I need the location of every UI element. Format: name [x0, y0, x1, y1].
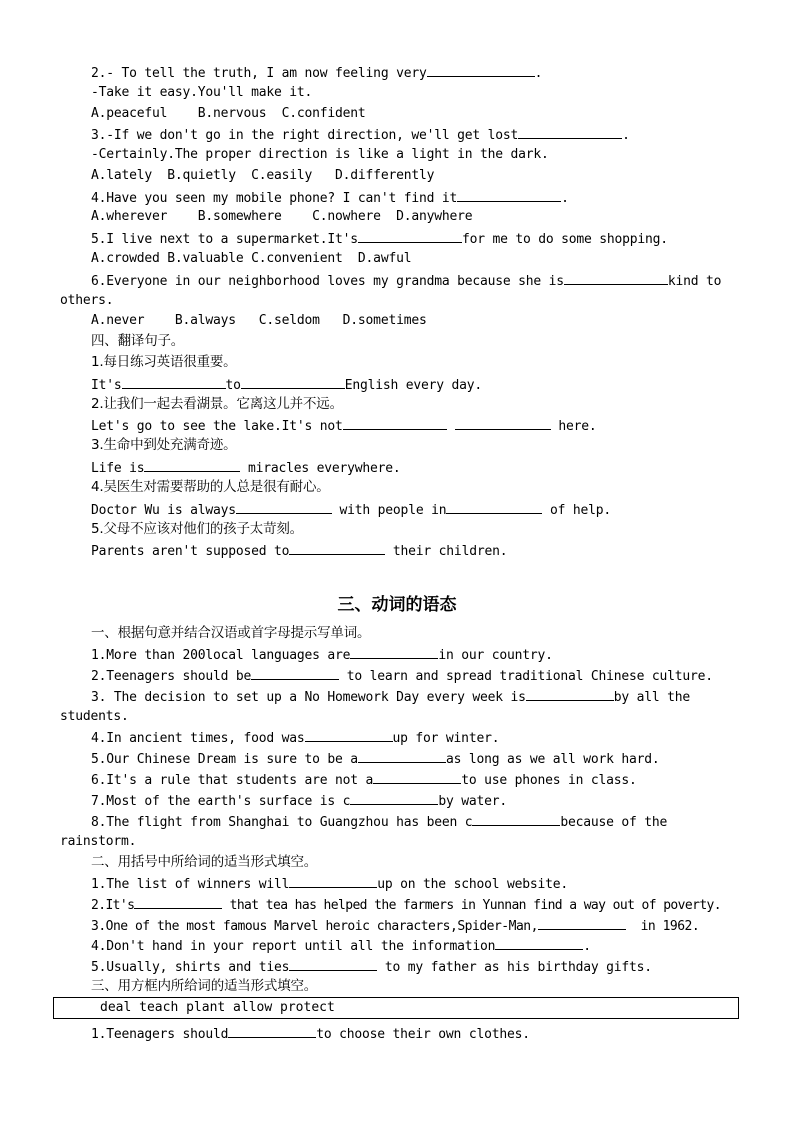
answer-blank[interactable] [251, 666, 339, 680]
translation-4-line [91, 500, 611, 520]
part-1-question [91, 791, 507, 811]
question-text: 7.Most of the earth's surface is c [91, 794, 351, 809]
answer-blank[interactable] [455, 416, 551, 430]
answer-blank[interactable] [289, 541, 385, 555]
part-1-question [91, 666, 713, 686]
sentence-text: of help. [542, 503, 611, 518]
question-text: . [534, 66, 543, 81]
part-1-question-continued: rainstorm. [60, 834, 137, 849]
question-text: 1.Teenagers should [91, 1027, 229, 1042]
answer-blank[interactable] [526, 687, 614, 701]
question-5-options: A.crowded B.valuable C.convenient D.awful [91, 251, 412, 266]
translation-5-chinese: 5.父母不应该对他们的孩子太苛刻。 [91, 521, 303, 537]
question-text: in our country. [438, 648, 553, 663]
translation-4-chinese: 4.吴医生对需要帮助的人总是很有耐心。 [91, 479, 330, 495]
translation-5-line [91, 541, 507, 561]
sentence-text: miracles everywhere. [240, 461, 401, 476]
part-1-question [91, 770, 637, 790]
sentence-text: Parents aren't supposed to [91, 544, 290, 559]
answer-blank[interactable] [564, 271, 668, 285]
question-text: as long as we all work hard. [445, 752, 660, 767]
answer-blank[interactable] [446, 500, 542, 514]
answer-blank[interactable] [241, 375, 345, 389]
question-2-reply: -Take it easy.You'll make it. [91, 85, 313, 100]
question-text: that tea has helped the farmers in Yunnan find a way out of poverty. [222, 898, 722, 913]
sentence-text: here. [550, 419, 597, 434]
part-3-heading: 三、用方框内所给词的适当形式填空。 [91, 978, 318, 994]
part-2-heading: 二、用括号中所给词的适当形式填空。 [91, 854, 318, 870]
part-1-question-continued: students. [60, 709, 129, 724]
question-text: 4.Have you seen my mobile phone? I can't find it [91, 191, 458, 206]
translation-3-chinese: 3.生命中到处充满奇迹。 [91, 437, 237, 453]
question-2-options: A.peaceful B.nervous C.confident [91, 106, 366, 121]
sentence-text: Doctor Wu is always [91, 503, 236, 518]
answer-blank[interactable] [457, 188, 561, 202]
question-text: up on the school website. [377, 877, 568, 892]
question-5-line [91, 229, 668, 249]
question-text: . [561, 191, 569, 206]
sentence-text: Let's go to see the lake.It's not [91, 419, 343, 434]
question-6-continued: others. [60, 293, 114, 308]
question-text: in 1962. [625, 919, 700, 934]
question-text: 4.Don't hand in your report until all the information [91, 939, 496, 954]
answer-blank[interactable] [427, 63, 535, 77]
translation-2-chinese: 2.让我们一起去看湖景。它离这儿并不远。 [91, 396, 343, 412]
part-1-question [91, 687, 690, 707]
question-text: because of the [560, 815, 668, 830]
question-6-line [91, 271, 721, 291]
sentence-text: English every day. [344, 378, 483, 393]
part-1-heading: 一、根据句意并结合汉语或首字母提示写单词。 [91, 625, 371, 641]
word-bank-words: deal teach plant allow protect [100, 1000, 335, 1015]
question-6-options: A.never B.always C.seldom D.sometimes [91, 313, 427, 328]
sentence-text: to [225, 378, 241, 393]
part-2-question [91, 936, 591, 956]
part-2-question [91, 895, 721, 915]
answer-blank[interactable] [289, 874, 377, 888]
sentence-text: their children. [385, 544, 508, 559]
question-text: kind to [667, 274, 722, 289]
answer-blank[interactable] [343, 416, 447, 430]
answer-blank[interactable] [350, 645, 438, 659]
question-text: by water. [438, 794, 507, 809]
question-text: 2.Teenagers should be [91, 669, 252, 684]
answer-blank[interactable] [358, 229, 462, 243]
question-text: 1.The list of winners will [91, 877, 290, 892]
answer-blank[interactable] [358, 749, 446, 763]
question-text: 8.The flight from Shanghai to Guangzhou has been c [91, 815, 473, 830]
translation-2-line [91, 416, 596, 436]
question-3-reply: -Certainly.The proper direction is like a light in the dark. [91, 147, 549, 162]
sentence-text: with people in [331, 503, 447, 518]
answer-blank[interactable] [228, 1024, 316, 1038]
part-3-question [91, 1024, 530, 1044]
question-text: 4.In ancient times, food was [91, 731, 305, 746]
question-text: 3.One of the most famous Marvel heroic characters,Spider-Man, [91, 919, 538, 934]
question-text: for me to do some shopping. [461, 232, 668, 247]
question-3-options: A.lately B.quietly C.easily D.differently [91, 168, 435, 183]
question-text: 3. The decision to set up a No Homework Day every week is [91, 690, 526, 705]
question-4-options: A.wherever B.somewhere C.nowhere D.anywhere [91, 209, 473, 224]
answer-blank[interactable] [350, 791, 438, 805]
question-text: 1.More than 200local languages are [91, 648, 351, 663]
part-1-question [91, 749, 659, 769]
question-text: 6.Everyone in our neighborhood loves my grandma because she is [91, 274, 564, 289]
question-text: . [622, 128, 630, 143]
part-1-question [91, 645, 553, 665]
part-1-question [91, 728, 499, 748]
translation-1-line [91, 375, 482, 395]
question-text: to choose their own clothes. [316, 1027, 530, 1042]
question-text: 2.It's [91, 898, 135, 913]
question-text: to use phones in class. [461, 773, 637, 788]
question-text: to learn and spread traditional Chinese culture. [339, 669, 713, 684]
word-bank-box [53, 997, 739, 1019]
question-text: 5.I live next to a supermarket.It's [91, 232, 358, 247]
answer-blank[interactable] [538, 916, 626, 930]
question-text: up for winter. [392, 731, 500, 746]
question-text: to my father as his birthday gifts. [377, 960, 652, 975]
answer-blank[interactable] [305, 728, 393, 742]
question-3-line [91, 125, 630, 145]
part-2-question [91, 916, 699, 936]
part-2-question [91, 874, 568, 894]
question-text: 3.-If we don't go in the right direction, we'll get lost [91, 128, 519, 143]
question-text: . [583, 939, 591, 954]
answer-blank[interactable] [236, 500, 332, 514]
question-4-line [91, 188, 569, 208]
sentence-text: Life is [91, 461, 145, 476]
answer-blank[interactable] [495, 936, 583, 950]
question-text: by all the [613, 690, 691, 705]
question-text: 2.- To tell the truth, I am now feeling very [91, 66, 427, 81]
translation-1-chinese: 1.每日练习英语很重要。 [91, 354, 237, 370]
sentence-text: It's [91, 378, 122, 393]
answer-blank[interactable] [144, 458, 240, 472]
section-title: 三、动词的语态 [337, 595, 457, 615]
question-text: 5.Usually, shirts and ties [91, 960, 290, 975]
answer-blank[interactable] [472, 812, 560, 826]
answer-blank[interactable] [122, 375, 226, 389]
question-text: 6.It's a rule that students are not a [91, 773, 374, 788]
question-2-line [91, 63, 542, 83]
part-2-question [91, 957, 652, 977]
section-heading: 四、翻译句子。 [91, 333, 185, 349]
translation-3-line [91, 458, 401, 478]
answer-blank[interactable] [518, 125, 622, 139]
part-1-question [91, 812, 667, 832]
question-text: 5.Our Chinese Dream is sure to be a [91, 752, 358, 767]
answer-blank[interactable] [134, 895, 222, 909]
answer-blank[interactable] [289, 957, 377, 971]
answer-blank[interactable] [373, 770, 461, 784]
